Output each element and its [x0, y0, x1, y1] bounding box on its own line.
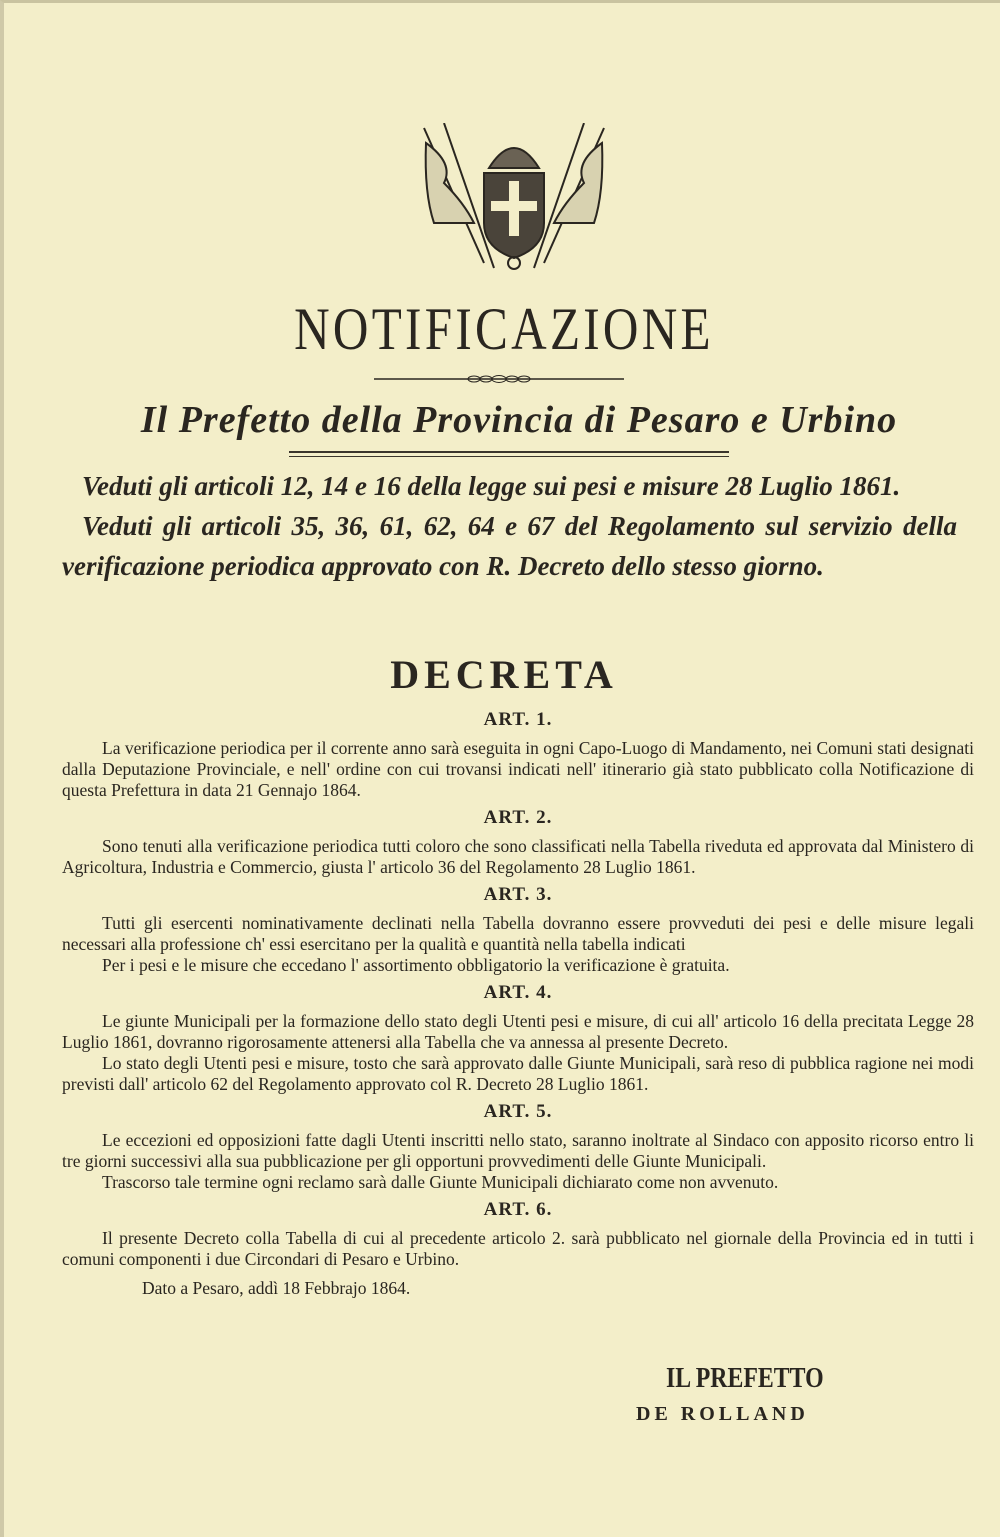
double-rule-divider	[289, 451, 729, 457]
article-paragraph: Sono tenuti alla verificazione periodica tutti coloro che sono classificati nella Tabella riveduta ed approvata dal Ministero di Agricoltura, Industria e Commercio, giusta l' articolo 36 del Regolamento 28 Luglio 1861.	[62, 836, 974, 877]
article-heading: ART. 3.	[483, 884, 553, 905]
article-heading: ART. 4.	[483, 982, 553, 1003]
article-heading: ART. 5.	[483, 1101, 553, 1122]
preamble-paragraph: Veduti gli articoli 12, 14 e 16 della legge sui pesi e misure 28 Luglio 1861.	[82, 471, 901, 501]
article-paragraph: Tutti gli esercenti nominativamente declinati nella Tabella dovranno essere provveduti dei pesi e delle misure legali necessari alla professione ch' essi esercitano per la qualità e quantità nella tabella indicati	[62, 913, 974, 954]
articles	[62, 703, 974, 1299]
article-paragraph: Lo stato degli Utenti pesi e misure, tosto che sarà approvato dalle Giunte Municipali, sarà reso di pubblica ragione nei modi previsti dall' articolo 62 del Regolamento approvato col R. Decreto 28 Luglio 1861.	[62, 1053, 974, 1094]
article-paragraph: Le giunte Municipali per la formazione dello stato degli Utenti pesi e misure, di cui all' articolo 16 della precitata Legge 28 Luglio 1861, dovranno rigorosamente attenersi alla Tabella che va annessa al presente Decreto.	[62, 1011, 974, 1052]
savoy-coat-of-arms-icon	[414, 123, 614, 273]
article-paragraph: Le eccezioni ed opposizioni fatte dagli Utenti inscritti nello stato, saranno inoltrate al Sindaco con apposito ricorso entro li tre giorni successivi alla sua pubblicazione per gli opportuni provvedimenti delle Giunte Municipali.	[62, 1130, 974, 1171]
signature-title: IL PREFETTO	[666, 1363, 824, 1394]
article-paragraph: Trascorso tale termine ogni reclamo sarà dalle Giunte Municipali dichiarato come non avvenuto.	[102, 1172, 779, 1192]
article-paragraph: Per i pesi e le misure che eccedano l' assortimento obbligatorio la verificazione è gratuita.	[102, 955, 730, 975]
article-heading: ART. 2.	[483, 807, 553, 828]
date-line: Dato a Pesaro, addì 18 Febbrajo 1864.	[142, 1278, 411, 1298]
article-paragraph: Il presente Decreto colla Tabella di cui al precedente articolo 2. sarà pubblicato nel giornale della Provincia ed in tutti i comuni componenti i due Circondari di Pesaro e Urbino.	[62, 1228, 974, 1269]
preamble-paragraph: Veduti gli articoli 35, 36, 61, 62, 64 e 67 del Regolamento sul servizio della verificazione periodica approvato con R. Decreto dello stesso giorno.	[62, 511, 957, 581]
issuer-heading: Il Prefetto della Provincia di Pesaro e Urbino	[140, 399, 898, 441]
ornament-divider	[374, 375, 624, 383]
signature-name: DE ROLLAND	[636, 1403, 809, 1425]
article-heading: ART. 6.	[483, 1199, 553, 1220]
article-heading: ART. 1.	[483, 709, 553, 730]
preamble	[62, 466, 957, 586]
page-title: NOTIFICAZIONE	[294, 296, 714, 362]
decreta-heading: DECRETA	[390, 652, 618, 697]
article-paragraph: La verificazione periodica per il corrente anno sarà eseguita in ogni Capo-Luogo di Mandamento, nei Comuni stati designati dalla Deputazione Provinciale, e nell' ordine con cui trovansi indicati nell' itinerario già stato pubblicato colla Notificazione di questa Prefettura in data 21 Gennajo 1864.	[62, 738, 974, 800]
